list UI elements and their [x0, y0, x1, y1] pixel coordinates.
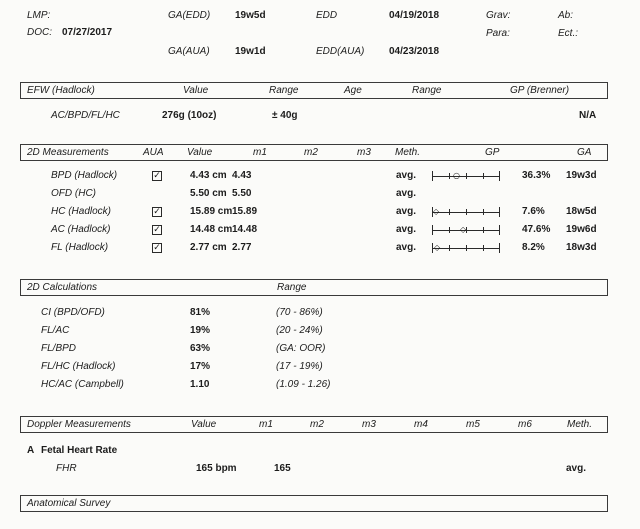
calculation-label: HC/AC (Campbell): [41, 379, 124, 390]
calculation-value: 19%: [190, 325, 211, 336]
measurement-value: 5.50 cm: [190, 188, 227, 199]
measurement-ga: 19w6d: [566, 224, 597, 235]
edd-value: 04/19/2018: [389, 10, 440, 21]
gp-diamond-marker: ◇: [434, 243, 441, 252]
measurement-method: avg.: [396, 206, 417, 217]
gp-bar-start-tick: [432, 171, 433, 181]
anatomy-section-header: [20, 495, 608, 512]
ga-edd-value: 19w5d: [235, 10, 266, 21]
gp-bar-mid-tick: [449, 245, 450, 251]
meas-col-value: Value: [187, 147, 213, 158]
calculation-label: CI (BPD/OFD): [41, 307, 105, 318]
gp-bar-end-tick: [499, 171, 500, 181]
calc-col-range: Range: [277, 282, 307, 293]
doppler-col-m5: m5: [466, 419, 480, 430]
gp-range-bar: [432, 224, 500, 236]
doppler-col-m2: m2: [310, 419, 324, 430]
gp-bar-mid-tick: [466, 209, 467, 215]
efw-col-range: Range: [269, 85, 299, 96]
aua-checkbox: ✓: [153, 207, 161, 217]
efw-col-range2: Range: [412, 85, 442, 96]
efw-row-gp: N/A: [579, 110, 597, 121]
aua-checkbox: ✓: [153, 171, 161, 181]
doc-value: 07/27/2017: [62, 27, 113, 38]
gp-diamond-marker: ◇: [433, 207, 440, 216]
calculation-value: 17%: [190, 361, 211, 372]
aua-checkbox: ✓: [153, 225, 161, 235]
doppler-col-m6: m6: [518, 419, 532, 430]
anatomy-title: Anatomical Survey: [27, 498, 111, 509]
efw-section-header: [20, 82, 608, 99]
meas-col-meth: Meth.: [395, 147, 421, 158]
measurement-gp: 8.2%: [522, 242, 545, 253]
calculation-value: 81%: [190, 307, 211, 318]
doppler-col-meth: Meth.: [567, 419, 593, 430]
gp-bar-mid-tick: [466, 173, 467, 179]
measurement-ga: 19w3d: [566, 170, 597, 181]
measurement-method: avg.: [396, 224, 417, 235]
measurement-gp: 7.6%: [522, 206, 545, 217]
measurement-label: HC (Hadlock): [51, 206, 112, 217]
measurement-ga: 18w3d: [566, 242, 597, 253]
efw-col-age: Age: [344, 85, 362, 96]
measurement-label: FL (Hadlock): [51, 242, 109, 253]
gp-diamond-marker: ◇: [460, 225, 467, 234]
gp-bar-mid-tick: [483, 227, 484, 233]
gp-bar-mid-tick: [449, 209, 450, 215]
meas-col-m3: m3: [357, 147, 371, 158]
meas-col-m1: m1: [253, 147, 267, 158]
fhr-label: FHR: [56, 463, 77, 474]
meas-col-aua: AUA: [143, 147, 164, 158]
edd-aua-value: 04/23/2018: [389, 46, 440, 57]
measurement-method: avg.: [396, 242, 417, 253]
ga-aua-value: 19w1d: [235, 46, 266, 57]
measurements-title: 2D Measurements: [27, 147, 109, 158]
lmp-label: LMP:: [27, 10, 51, 21]
doc-label: DOC:: [27, 27, 52, 38]
edd-aua-label: EDD(AUA): [316, 46, 365, 57]
measurement-gp: 47.6%: [522, 224, 551, 235]
efw-col-gp: GP (Brenner): [510, 85, 570, 96]
measurement-value: 4.43 cm: [190, 170, 227, 181]
gp-bar-mid-tick: [449, 227, 450, 233]
ab-label: Ab:: [558, 10, 574, 21]
calculation-label: FL/BPD: [41, 343, 77, 354]
efw-col-value: Value: [183, 85, 209, 96]
measurement-value: 14.48 cm: [190, 224, 233, 235]
meas-col-gp: GP: [485, 147, 500, 158]
measurement-value: 15.89 cm: [190, 206, 233, 217]
doppler-title: Doppler Measurements: [27, 419, 131, 430]
meas-col-ga: GA: [577, 147, 592, 158]
gp-range-bar: [432, 206, 500, 218]
calculation-range: (1.09 - 1.26): [276, 379, 331, 390]
gp-bar-mid-tick: [466, 245, 467, 251]
gp-bar-mid-tick: [483, 209, 484, 215]
gp-bar-mid-tick: [483, 173, 484, 179]
doppler-group-letter: A: [27, 445, 35, 456]
gp-bar-start-tick: [432, 243, 433, 253]
doppler-col-m4: m4: [414, 419, 428, 430]
grav-label: Grav:: [486, 10, 511, 21]
efw-title: EFW (Hadlock): [27, 85, 95, 96]
efw-row-range: ± 40g: [272, 110, 298, 121]
gp-bar-end-tick: [499, 207, 500, 217]
measurement-m1: 2.77: [232, 242, 252, 253]
gp-circle-marker: ○: [453, 171, 460, 180]
calculation-range: (GA: OOR): [276, 343, 326, 354]
measurements-section-header: [20, 144, 608, 161]
gp-bar-mid-tick: [483, 245, 484, 251]
calculations-title: 2D Calculations: [27, 282, 98, 293]
gp-range-bar: [432, 170, 500, 182]
measurement-value: 2.77 cm: [190, 242, 227, 253]
measurement-gp: 36.3%: [522, 170, 551, 181]
calculation-label: FL/HC (Hadlock): [41, 361, 116, 372]
aua-checkbox: ✓: [153, 243, 161, 253]
gp-bar-end-tick: [499, 243, 500, 253]
gp-bar-start-tick: [432, 225, 433, 235]
fhr-value: 165 bpm: [196, 463, 237, 474]
fhr-m1: 165: [274, 463, 291, 474]
calculation-range: (17 - 19%): [276, 361, 323, 372]
measurement-ga: 18w5d: [566, 206, 597, 217]
calculation-range: (20 - 24%): [276, 325, 323, 336]
para-label: Para:: [486, 28, 510, 39]
measurement-m1: 14.48: [232, 224, 258, 235]
doppler-col-m1: m1: [259, 419, 273, 430]
measurement-label: AC (Hadlock): [51, 224, 111, 235]
measurement-method: avg.: [396, 188, 417, 199]
ga-aua-label: GA(AUA): [168, 46, 210, 57]
edd-label: EDD: [316, 10, 338, 21]
calculation-label: FL/AC: [41, 325, 70, 336]
calculation-range: (70 - 86%): [276, 307, 323, 318]
measurement-m1: 5.50: [232, 188, 252, 199]
ga-edd-label: GA(EDD): [168, 10, 211, 21]
measurement-m1: 15.89: [232, 206, 258, 217]
gp-range-bar: [432, 242, 500, 254]
doppler-col-value: Value: [191, 419, 217, 430]
calculations-section-header: [20, 279, 608, 296]
meas-col-m2: m2: [304, 147, 318, 158]
fhr-meth: avg.: [566, 463, 587, 474]
ect-label: Ect.:: [558, 28, 579, 39]
doppler-section-header: [20, 416, 608, 433]
gp-bar-end-tick: [499, 225, 500, 235]
gp-bar-mid-tick: [449, 173, 450, 179]
efw-row-value: 276g (10oz): [162, 110, 217, 121]
measurement-m1: 4.43: [232, 170, 252, 181]
measurement-label: BPD (Hadlock): [51, 170, 118, 181]
measurement-method: avg.: [396, 170, 417, 181]
doppler-col-m3: m3: [362, 419, 376, 430]
measurement-label: OFD (HC): [51, 188, 96, 199]
calculation-value: 63%: [190, 343, 211, 354]
calculation-value: 1.10: [190, 379, 210, 390]
efw-row-label: AC/BPD/FL/HC: [51, 110, 120, 121]
doppler-group-title: Fetal Heart Rate: [41, 445, 118, 456]
